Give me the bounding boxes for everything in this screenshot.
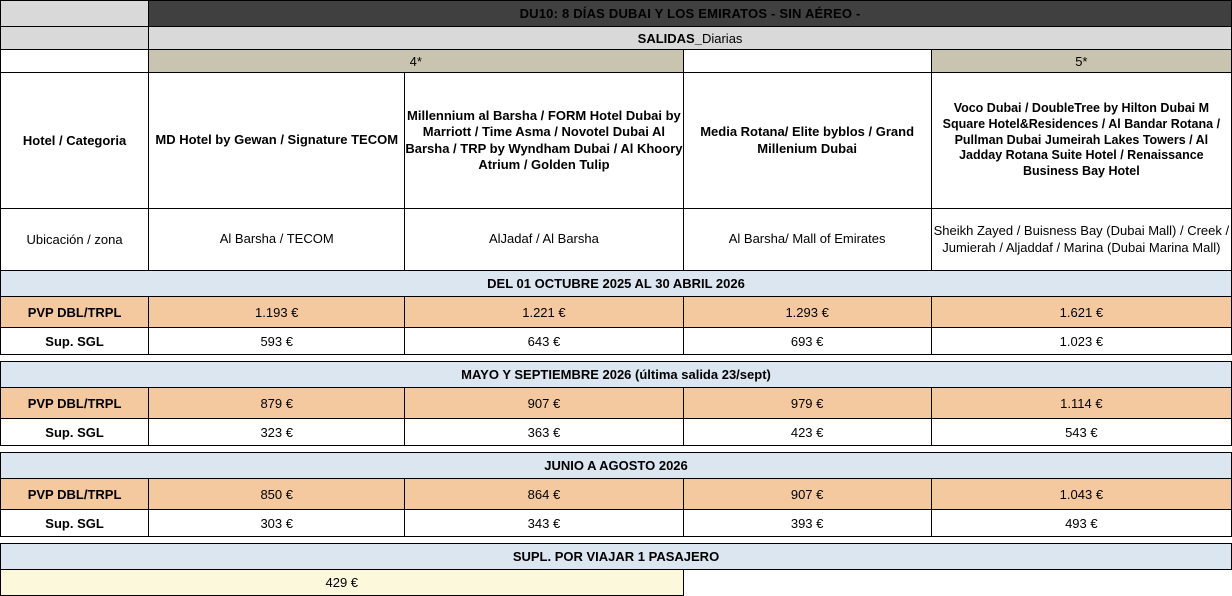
spacer-row-3 — [1, 537, 1232, 544]
hotel-row — [1, 73, 1232, 209]
season-3-pvp-label: PVP DBL/TRPL — [1, 479, 149, 510]
season-1-header-row — [1, 271, 1232, 297]
departures-row — [1, 27, 1232, 50]
season-3-pvp-row — [1, 479, 1232, 510]
season-2-pvp-4: 1.114 € — [931, 388, 1231, 419]
season-3-sgl-2: 343 € — [405, 510, 683, 537]
location-cell-1: Al Barsha / TECOM — [149, 209, 405, 271]
season-2-header-row — [1, 362, 1232, 388]
location-cell-3: Al Barsha/ Mall of Emirates — [683, 209, 931, 271]
departures-value: Diarias — [701, 30, 743, 46]
season-2-sgl-3: 423 € — [683, 419, 931, 446]
season-3-pvp-2: 864 € — [405, 479, 683, 510]
hotel-cell-2: Millennium al Barsha / FORM Hotel Dubai by Marriott / Time Asma / Novotel Dubai Al Barsha / TRP by Wyndham Dubai / Al Khoory Atrium / Golden Tulip — [405, 73, 683, 209]
supplement-pad-1 — [683, 570, 931, 596]
season-1-pvp-2: 1.221 € — [405, 297, 683, 328]
document-title: DU10: 8 DÍAS DUBAI Y LOS EMIRATOS - SIN AÉREO - — [149, 1, 1232, 27]
season-3-sgl-3: 393 € — [683, 510, 931, 537]
season-1-pvp-3: 1.293 € — [683, 297, 931, 328]
season-2-pvp-3: 979 € — [683, 388, 931, 419]
season-1-pvp-4: 1.621 € — [931, 297, 1231, 328]
category-5-star: 5* — [931, 50, 1231, 73]
season-3-pvp-1: 850 € — [149, 479, 405, 510]
hotel-row-label: Hotel / Categoria — [1, 73, 149, 209]
season-1-sgl-4: 1.023 € — [931, 328, 1231, 355]
season-3-sgl-4: 493 € — [931, 510, 1231, 537]
season-2-sgl-row — [1, 419, 1232, 446]
season-1-sgl-2: 643 € — [405, 328, 683, 355]
supplement-value-row — [1, 570, 1232, 596]
season-3-pvp-3: 907 € — [683, 479, 931, 510]
hotel-cell-3: Media Rotana/ Elite byblos / Grand Millenium Dubai — [683, 73, 931, 209]
location-row-label: Ubicación / zona — [1, 209, 149, 271]
supplement-pad-2 — [931, 570, 1231, 596]
season-3-sgl-label: Sup. SGL — [1, 510, 149, 537]
season-2-sgl-1: 323 € — [149, 419, 405, 446]
season-1-sgl-3: 693 € — [683, 328, 931, 355]
supplement-header-row — [1, 544, 1232, 570]
spacer-row-1 — [1, 355, 1232, 362]
hotel-cell-1: MD Hotel by Gewan / Signature TECOM — [149, 73, 405, 209]
season-2-sgl-4: 543 € — [931, 419, 1231, 446]
category-row — [1, 50, 1232, 73]
season-1-sgl-row — [1, 328, 1232, 355]
season-2-pvp-2: 907 € — [405, 388, 683, 419]
hotel-cell-4: Voco Dubai / DoubleTree by Hilton Dubai M Square Hotel&Residences / Al Bandar Rotana / Pullman Dubai Jumeirah Lakes Towers / Al Jadday Rotana Suite Hotel / Renaissance Business Bay Hotel — [931, 73, 1231, 209]
category-empty-cell — [1, 50, 149, 73]
supplement-title: SUPL. POR VIAJAR 1 PASAJERO — [1, 544, 1232, 570]
season-2-sgl-2: 363 € — [405, 419, 683, 446]
season-3-pvp-4: 1.043 € — [931, 479, 1231, 510]
season-3-title: JUNIO A AGOSTO 2026 — [1, 453, 1232, 479]
season-1-sgl-label: Sup. SGL — [1, 328, 149, 355]
season-2-title: MAYO Y SEPTIEMBRE 2026 (última salida 23/sept) — [1, 362, 1232, 388]
title-row — [1, 1, 1232, 27]
season-3-sgl-1: 303 € — [149, 510, 405, 537]
departures-label: SALIDAS_ — [637, 30, 702, 46]
season-1-pvp-1: 1.193 € — [149, 297, 405, 328]
season-2-sgl-label: Sup. SGL — [1, 419, 149, 446]
season-1-pvp-label: PVP DBL/TRPL — [1, 297, 149, 328]
category-4-star: 4* — [149, 50, 683, 73]
season-1-title: DEL 01 OCTUBRE 2025 AL 30 ABRIL 2026 — [1, 271, 1232, 297]
season-1-sgl-1: 593 € — [149, 328, 405, 355]
title-corner-cell — [1, 1, 149, 27]
location-cell-4: Sheikh Zayed / Buisness Bay (Dubai Mall) / Creek / Jumierah / Aljaddaf / Marina (Dubai Marina Mall) — [931, 209, 1231, 271]
category-gap-cell — [683, 50, 931, 73]
season-2-pvp-label: PVP DBL/TRPL — [1, 388, 149, 419]
departures-corner-cell — [1, 27, 149, 50]
season-2-pvp-row — [1, 388, 1232, 419]
season-3-sgl-row — [1, 510, 1232, 537]
season-1-pvp-row — [1, 297, 1232, 328]
season-3-header-row — [1, 453, 1232, 479]
season-2-pvp-1: 879 € — [149, 388, 405, 419]
spacer-row-2 — [1, 446, 1232, 453]
location-row — [1, 209, 1232, 271]
departures-cell — [149, 27, 1232, 50]
location-cell-2: AlJadaf / Al Barsha — [405, 209, 683, 271]
supplement-value: 429 € — [1, 570, 684, 596]
